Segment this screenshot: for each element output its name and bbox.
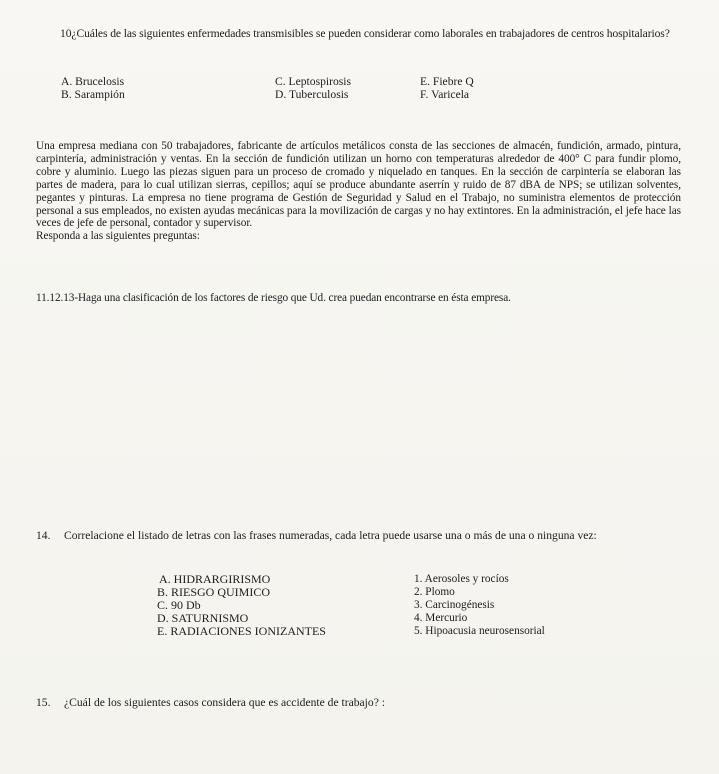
- question-11-13: [36, 292, 696, 305]
- question-15: [36, 696, 686, 709]
- question-10-prompt: 10¿Cuáles de las siguientes enfermedades transmisibles se pueden considerar como laborales en trabajadores de centros hospitalarios?: [60, 27, 670, 40]
- option-c: C. Leptospirosis: [275, 75, 352, 88]
- case-instruction: Responda a las siguientes preguntas:: [36, 230, 200, 243]
- phrase-4: 4. Mercurio: [414, 612, 468, 624]
- question-14-prompt: Correlacione el listado de letras con las frases numeradas, cada letra puede usarse una o más de una o ninguna vez:: [64, 529, 597, 542]
- phrase-5: 5. Hipoacusia neurosensorial: [414, 625, 545, 637]
- option-a: A. Brucelosis: [61, 75, 125, 88]
- phrase-3: 3. Carcinogénesis: [414, 599, 495, 611]
- letter-d: D. SATURNISMO: [157, 611, 249, 625]
- option-b: B. Sarampión: [61, 88, 125, 101]
- case-description: [36, 140, 681, 243]
- question-14: [36, 529, 686, 543]
- option-e: E. Fiebre Q: [420, 75, 474, 88]
- question-14-number: 14.: [36, 529, 51, 542]
- letter-a: A. HIDRARGIRISMO: [159, 572, 271, 586]
- question-15-prompt: ¿Cuál de los siguientes casos considera que es accidente de trabajo? :: [64, 696, 385, 709]
- letter-e: E. RADIACIONES IONIZANTES: [157, 624, 326, 638]
- letter-b: B. RIESGO QUIMICO: [157, 585, 271, 599]
- case-paragraph: Una empresa mediana con 50 trabajadores, fabricante de artículos metálicos consta de las secciones de almacén, fundición, armado, pintura, carpintería, administración y ventas. En la sección de fundición utilizan un horno con temperaturas alrededor de 400° C para fundir plomo, cobre y aluminio. Luego las piezas siguen para un proceso de cromado y niquelado en tanques. En la sección de carpintería se elaboran las partes de madera, para lo cual utilizan sierras, cepillos; aquí se produce abundante aserrín y ruido de 87 dBA de NPS; se utilizan solventes, pegantes y pinturas. La empresa no tiene programa de Gestión de Seguridad y Salud en el Trabajo, no suministra elementos de protección personal a sus empleados, no existen ayudas mecánicas para la movilización de cargas y no hay extintores. En la administración, el jefe hace las veces de jefe de personal, contador y supervisor.: [36, 140, 681, 230]
- letter-c: C. 90 Db: [157, 598, 201, 612]
- phrase-2: 2. Plomo: [414, 586, 455, 598]
- question-15-number: 15.: [36, 696, 51, 709]
- phrase-1: 1. Aerosoles y rocíos: [414, 573, 509, 585]
- option-d: D. Tuberculosis: [275, 88, 349, 101]
- question-10: [60, 27, 680, 40]
- option-f: F. Varicela: [420, 88, 470, 101]
- question-11-13-prompt: 11.12.13-Haga una clasificación de los factores de riesgo que Ud. crea puedan encontrarse en ésta empresa.: [36, 292, 511, 304]
